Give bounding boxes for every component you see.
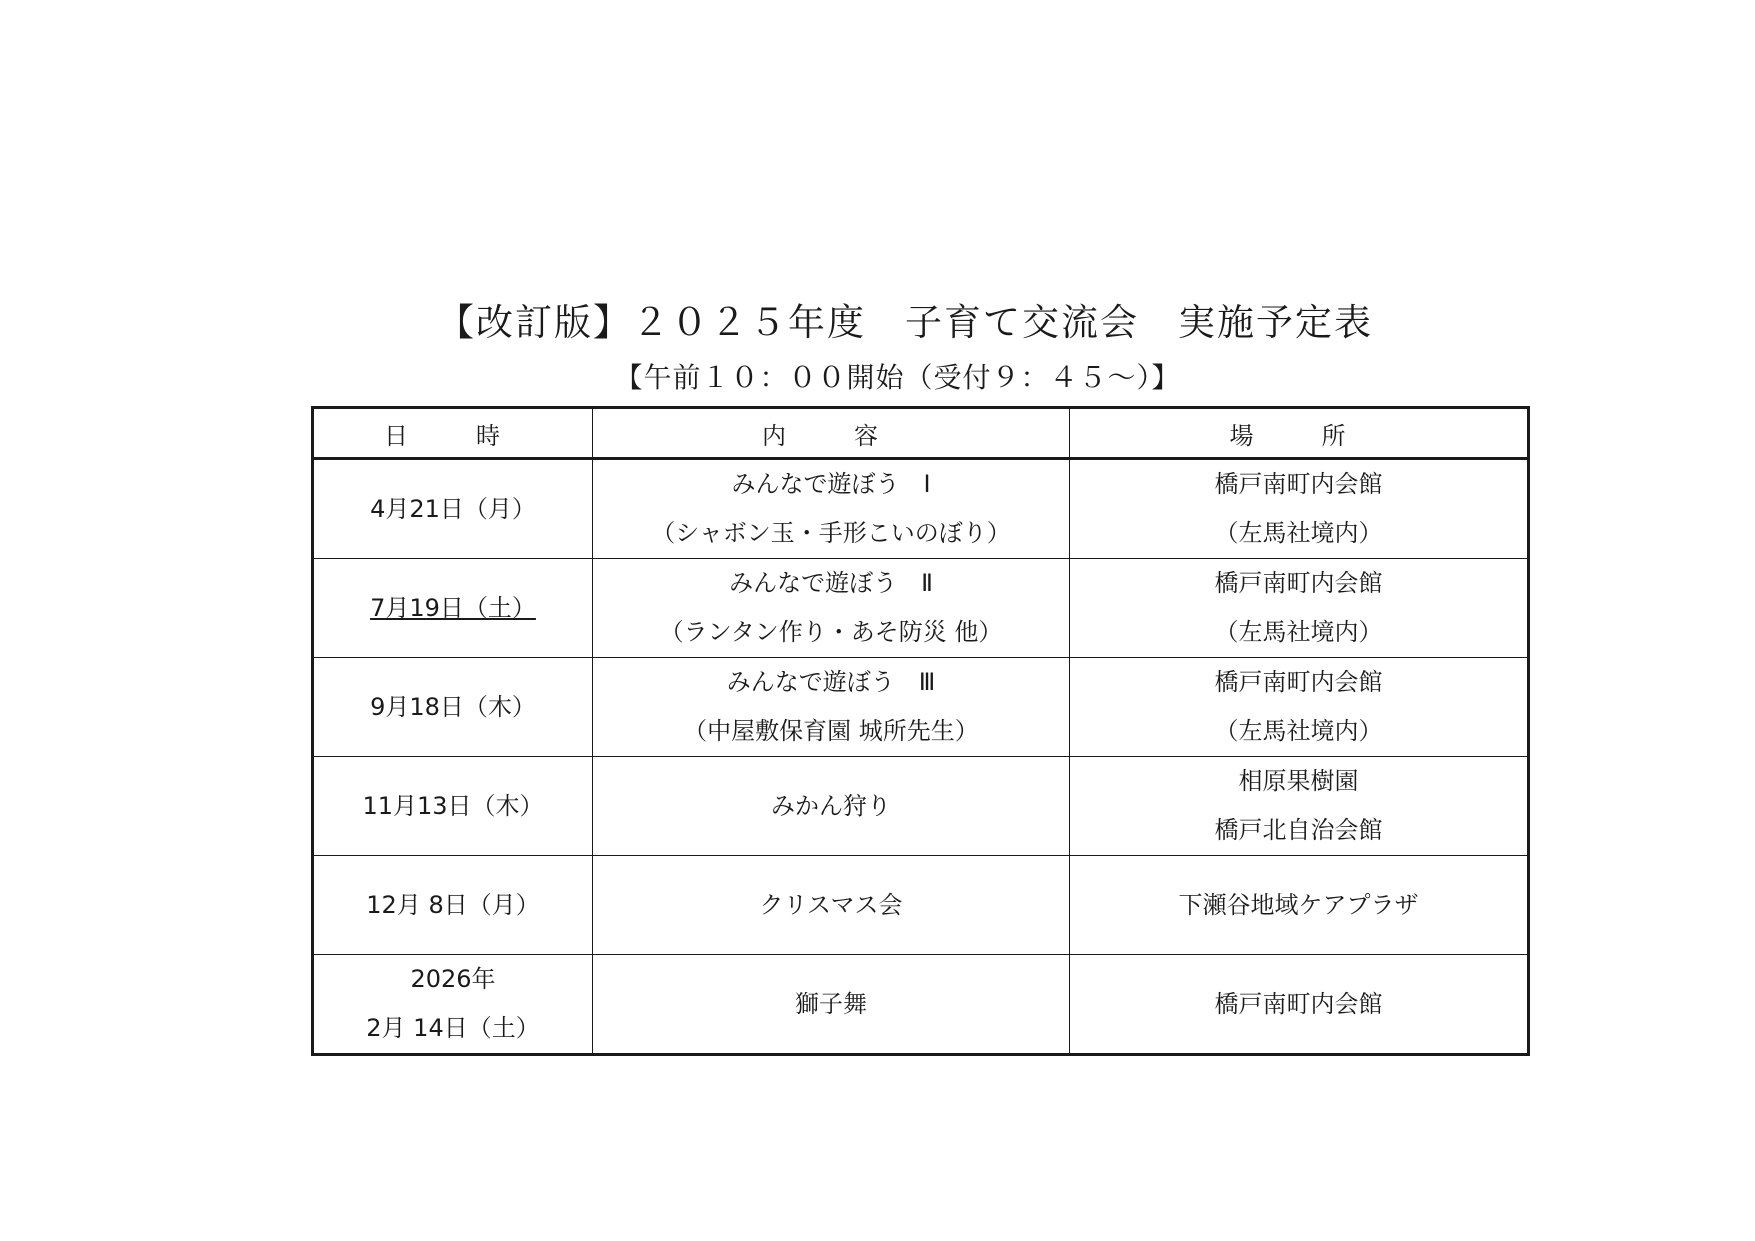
- place-cell: [1070, 559, 1529, 658]
- place-detail: 橋戸北自治会館: [1214, 816, 1383, 844]
- date-text: 4月21日（月）: [370, 494, 536, 523]
- place-name: 橋戸南町内会館: [1214, 470, 1383, 498]
- table-header-row: [313, 408, 1529, 459]
- header-date: 日 時: [313, 408, 593, 459]
- table-row: [313, 658, 1529, 757]
- schedule-table: [311, 406, 1530, 1056]
- date-text: 9月18日（木）: [370, 692, 536, 721]
- place-detail: （左馬社境内）: [1214, 519, 1383, 547]
- place-cell: [1070, 757, 1529, 856]
- content-title: クリスマス会: [759, 890, 903, 919]
- page-title: 【改訂版】２０２５年度 子育て交流会 実施予定表: [437, 301, 1373, 344]
- table-row: [313, 459, 1529, 559]
- place-name: 橋戸南町内会館: [1214, 989, 1383, 1018]
- content-cell: [593, 658, 1070, 757]
- table-row: [313, 856, 1529, 955]
- content-title: 獅子舞: [795, 989, 867, 1018]
- content-cell: [593, 559, 1070, 658]
- content-detail: （中屋敷保育園 城所先生）: [683, 717, 979, 745]
- content-detail: （シャボン玉・手形こいのぼり）: [651, 519, 1011, 547]
- table-row: [313, 955, 1529, 1055]
- date-text: 2月 14日（土）: [366, 1014, 540, 1042]
- place-cell: [1070, 459, 1529, 559]
- place-detail: （左馬社境内）: [1214, 618, 1383, 646]
- date-cell: [313, 757, 593, 856]
- content-cell: [593, 757, 1070, 856]
- date-text: 7月19日（土）: [370, 593, 536, 622]
- date-cell: [313, 856, 593, 955]
- place-cell: [1070, 658, 1529, 757]
- header-place: 場 所: [1070, 408, 1529, 459]
- date-cell: [313, 658, 593, 757]
- place-name: 橋戸南町内会館: [1214, 569, 1383, 597]
- page-subtitle: 【午前１０：００開始（受付９：４５～）】: [614, 361, 1181, 394]
- place-detail: （左馬社境内）: [1214, 717, 1383, 745]
- content-title: みんなで遊ぼう Ⅱ: [729, 569, 933, 597]
- content-cell: [593, 856, 1070, 955]
- table-row: [313, 559, 1529, 658]
- place-cell: [1070, 856, 1529, 955]
- place-name: 相原果樹園: [1238, 767, 1359, 795]
- content-title: みんなで遊ぼう Ⅲ: [726, 668, 936, 696]
- date-cell: [313, 559, 593, 658]
- place-name: 下瀬谷地域ケアプラザ: [1178, 890, 1419, 919]
- date-cell: [313, 955, 593, 1055]
- date-text: 12月 8日（月）: [366, 890, 540, 919]
- header-content: 内 容: [593, 408, 1070, 459]
- date-text: 11月13日（木）: [362, 791, 544, 820]
- content-cell: [593, 955, 1070, 1055]
- date-year: 2026年: [410, 965, 496, 993]
- content-cell: [593, 459, 1070, 559]
- place-name: 橋戸南町内会館: [1214, 668, 1383, 696]
- place-cell: [1070, 955, 1529, 1055]
- content-title: みんなで遊ぼう Ⅰ: [731, 470, 931, 498]
- content-detail: （ランタン作り・あそ防災 他）: [659, 618, 1003, 646]
- table-row: [313, 757, 1529, 856]
- content-title: みかん狩り: [771, 791, 891, 820]
- date-cell: [313, 459, 593, 559]
